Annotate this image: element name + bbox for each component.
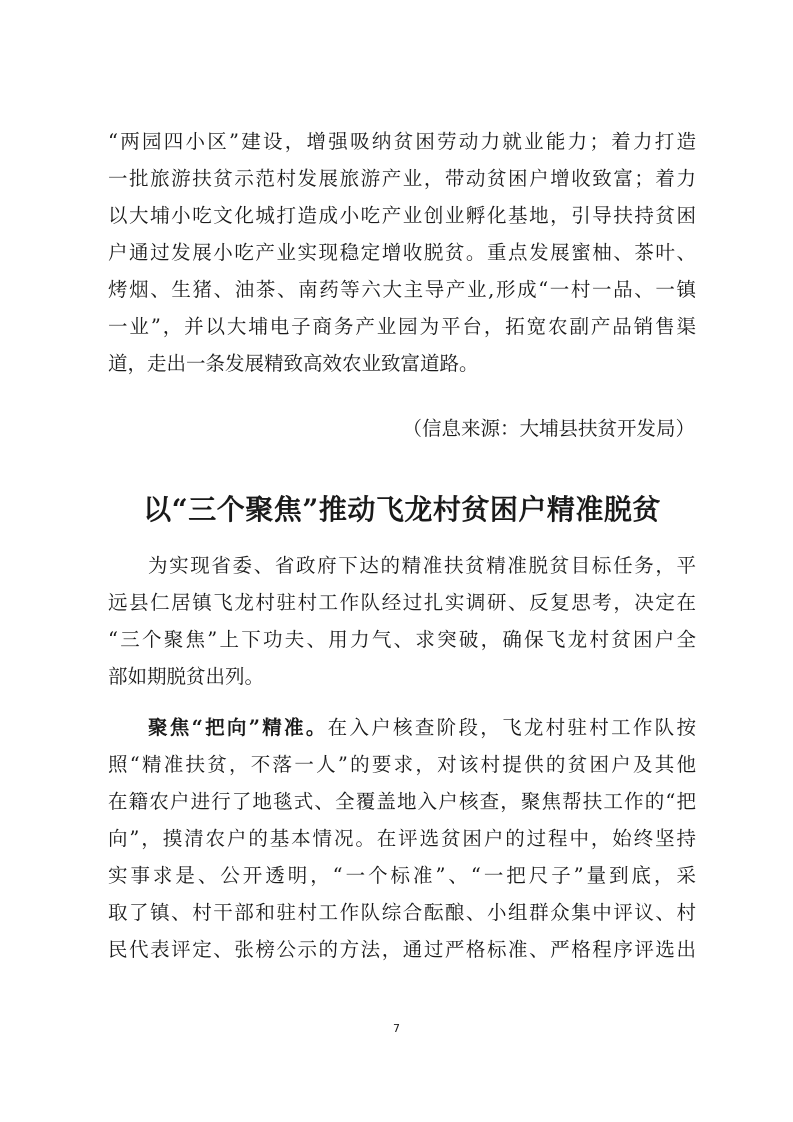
- paragraph1-line-3: “三个聚焦”上下功夫、用力气、求突破，确保飞龙村贫困户全: [108, 628, 696, 651]
- paragraph2-line-6: 取了镇、村干部和驻村工作队综合酝酿、小组群众集中评议、村: [108, 901, 696, 924]
- paragraph2-line-5: 实事求是、公开透明，“一个标准”、“一把尺子”量到底，采: [108, 864, 696, 887]
- paragraph2-line-2: 照“精准扶贫，不落一人”的要求，对该村提供的贫困户及其他: [108, 753, 696, 776]
- paragraph1-line-4: 部如期脱贫出列。: [108, 665, 265, 688]
- paragraph2-lead: 聚焦“把向”精准。: [148, 716, 328, 739]
- intro-line-2: 一批旅游扶贫示范村发展旅游产业，带动贫困户增收致富；着力: [108, 167, 696, 190]
- article-title: 以“三个聚焦”推动飞龙村贫困户精准脱贫: [143, 493, 661, 526]
- paragraph2-line-7: 民代表评定、张榜公示的方法，通过严格标准、严格程序评选出: [108, 938, 696, 961]
- paragraph2-line-3: 在籍农户进行了地毯式、全覆盖地入户核查，聚焦帮扶工作的“把: [108, 790, 696, 813]
- intro-line-4: 户通过发展小吃产业实现稳定增收脱贫。重点发展蜜柚、茶叶、: [108, 241, 696, 264]
- paragraph1-line-2: 远县仁居镇飞龙村驻村工作队经过扎实调研、反复思考，决定在: [108, 591, 696, 614]
- intro-line-7: 道，走出一条发展精致高效农业致富道路。: [108, 352, 479, 375]
- page-number: 7: [393, 1022, 400, 1035]
- paragraph2-line-1: [148, 715, 696, 741]
- intro-line-1: “两园四小区”建设，增强吸纳贫困劳动力就业能力；着力打造: [108, 130, 696, 153]
- paragraph1-line-1: 为实现省委、省政府下达的精准扶贫精准脱贫目标任务，平: [148, 554, 696, 577]
- intro-line-6: 一业”，并以大埔电子商务产业园为平台，拓宽农副产品销售渠: [108, 315, 696, 338]
- paragraph2-line-4: 向”，摸清农户的基本情况。在评选贫困户的过程中，始终坚持: [108, 827, 696, 850]
- intro-line-5: 烤烟、生猪、油茶、南药等六大主导产业,形成“一村一品、一镇: [108, 278, 696, 301]
- intro-line-3: 以大埔小吃文化城打造成小吃产业创业孵化基地，引导扶持贫困: [108, 204, 696, 227]
- source-note: （信息来源：大埔县扶贫开发局）: [402, 417, 695, 440]
- paragraph2-first-rest: 在入户核查阶段，飞龙村驻村工作队按: [327, 716, 696, 739]
